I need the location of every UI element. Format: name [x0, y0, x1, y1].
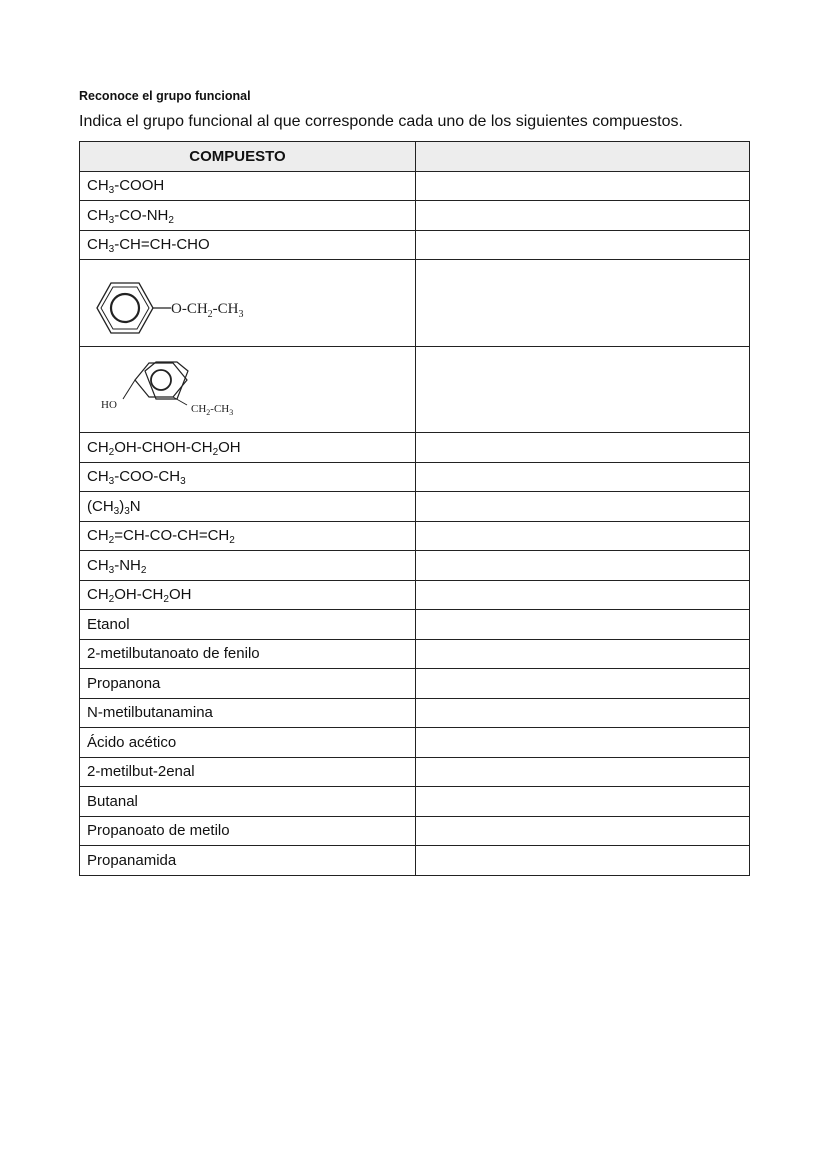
formula-text: OH-CHOH-CH: [114, 438, 213, 456]
table-row: [80, 551, 750, 581]
structure1-text-a: O-CH: [171, 301, 208, 317]
answer-cell[interactable]: [416, 816, 750, 846]
structure1-sub-a: 2: [207, 309, 213, 320]
compound-cell: [80, 551, 416, 581]
formula-subscript: 3: [108, 244, 115, 256]
compound-cell: [80, 201, 416, 231]
formula-subscript: 3: [108, 564, 115, 576]
formula-text: -COOH: [114, 177, 165, 195]
formula-text: CH: [87, 556, 109, 574]
formula-text: CH: [87, 586, 109, 604]
answer-cell[interactable]: [416, 260, 750, 347]
compound-cell: [80, 171, 416, 201]
formula-subscript: 2: [212, 446, 219, 458]
answer-cell[interactable]: [416, 230, 750, 260]
compound-name-cell: Etanol: [80, 610, 416, 640]
table-row: [80, 201, 750, 231]
svg-text:CH2-CH3: [191, 403, 233, 417]
table-row: [80, 728, 750, 758]
ethylphenol-structure: [87, 355, 287, 425]
table-row: [80, 521, 750, 551]
formula-text: CH: [87, 527, 109, 545]
answer-cell[interactable]: [416, 347, 750, 433]
answer-cell[interactable]: [416, 492, 750, 522]
formula-text: ): [119, 497, 125, 515]
compound-cell: [80, 462, 416, 492]
formula-text: CH: [87, 236, 109, 254]
answer-cell[interactable]: [416, 610, 750, 640]
compound-name-cell: N-metilbutanamina: [80, 698, 416, 728]
formula-subscript: 3: [108, 185, 115, 197]
formula-subscript: 2: [108, 446, 115, 458]
answer-cell[interactable]: [416, 433, 750, 463]
answer-cell[interactable]: [416, 580, 750, 610]
compound-cell: [80, 580, 416, 610]
formula-text: -COO-CH: [114, 468, 181, 486]
formula-text: -CH=CH-CHO: [114, 236, 210, 254]
compound-name-cell: Butanal: [80, 787, 416, 817]
formula-subscript: 2: [229, 535, 235, 547]
answer-cell[interactable]: [416, 201, 750, 231]
table-row: [80, 669, 750, 699]
table-row: [80, 816, 750, 846]
structure1-text-b: -CH: [212, 301, 239, 317]
formula-subscript: 3: [108, 476, 115, 488]
table-row: [80, 580, 750, 610]
table-row: [80, 230, 750, 260]
compound-name-cell: Propanoato de metilo: [80, 816, 416, 846]
table-row: [80, 260, 750, 347]
worksheet-instructions: Indica el grupo funcional al que corresponde cada uno de los siguientes compuestos.: [79, 113, 683, 130]
compound-name-cell: Propanamida: [80, 846, 416, 876]
formula-text: =CH-CO-CH=CH: [114, 527, 230, 545]
structure2-text-b: -CH: [210, 402, 230, 415]
formula-text: -CO-NH: [114, 206, 169, 224]
header-answer: [416, 142, 750, 172]
table-row: [80, 171, 750, 201]
compound-name-cell: 2-metilbutanoato de fenilo: [80, 639, 416, 669]
formula-subscript: 2: [108, 535, 115, 547]
header-compound: COMPUESTO: [80, 142, 416, 172]
formula-text: OH: [168, 586, 192, 604]
table-row: [80, 639, 750, 669]
table-row: [80, 492, 750, 522]
formula-subscript: 3: [108, 214, 115, 226]
compound-name-cell: 2-metilbut-2enal: [80, 757, 416, 787]
compound-cell: [80, 492, 416, 522]
compound-name-cell: Propanona: [80, 669, 416, 699]
compound-cell: [80, 260, 416, 347]
table-row: [80, 846, 750, 876]
formula-subscript: 3: [124, 505, 130, 517]
compound-name-cell: Ácido acético: [80, 728, 416, 758]
answer-cell[interactable]: [416, 462, 750, 492]
structure2-left-label: HO: [101, 398, 117, 411]
table-row: [80, 698, 750, 728]
formula-subscript: 3: [180, 476, 186, 488]
answer-cell[interactable]: [416, 639, 750, 669]
answer-cell[interactable]: [416, 669, 750, 699]
compound-cell: [80, 521, 416, 551]
table-row: [80, 462, 750, 492]
table-row: [80, 433, 750, 463]
formula-text: N: [129, 497, 141, 515]
formula-text: CH: [87, 177, 109, 195]
ethoxybenzene-structure: [87, 268, 287, 338]
formula-text: CH: [87, 206, 109, 224]
formula-subscript: 2: [140, 564, 147, 576]
formula-subscript: 2: [168, 214, 174, 226]
table-header-row: [80, 142, 750, 172]
answer-cell[interactable]: [416, 846, 750, 876]
compound-cell: [80, 230, 416, 260]
answer-cell[interactable]: [416, 728, 750, 758]
functional-group-table: [79, 141, 750, 876]
worksheet-heading: Reconoce el grupo funcional: [79, 89, 251, 103]
formula-subscript: 3: [113, 505, 120, 517]
answer-cell[interactable]: [416, 521, 750, 551]
table-row: [80, 787, 750, 817]
answer-cell[interactable]: [416, 171, 750, 201]
answer-cell[interactable]: [416, 757, 750, 787]
svg-text:O-CH2-CH3: [171, 301, 244, 320]
formula-text: CH: [87, 468, 109, 486]
structure2-text-a: CH: [191, 402, 207, 415]
formula-text: OH: [218, 438, 241, 456]
formula-subscript: 2: [108, 594, 115, 606]
formula-text: -NH: [114, 556, 141, 574]
structure1-sub-b: 3: [238, 309, 244, 320]
formula-subscript: 2: [163, 594, 169, 606]
answer-cell[interactable]: [416, 698, 750, 728]
structure2-sub-b: 3: [229, 407, 234, 417]
answer-cell[interactable]: [416, 551, 750, 581]
compound-cell: [80, 433, 416, 463]
structure2-sub-a: 2: [206, 407, 211, 417]
benzene-ring-icon: [97, 283, 153, 333]
table-row: [80, 757, 750, 787]
formula-text: (CH: [87, 497, 114, 515]
table-row: [80, 347, 750, 433]
answer-cell[interactable]: [416, 787, 750, 817]
compound-cell: [80, 347, 416, 433]
table-row: [80, 610, 750, 640]
formula-text: OH-CH: [114, 586, 164, 604]
formula-text: CH: [87, 438, 109, 456]
